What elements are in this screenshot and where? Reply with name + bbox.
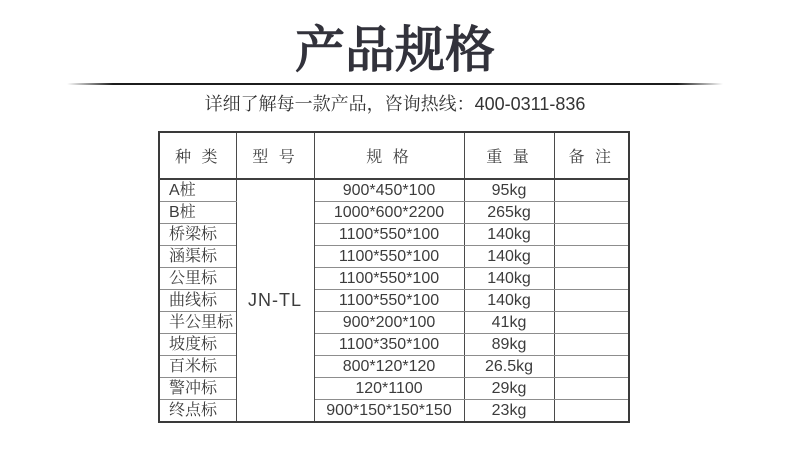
spec-cell: 1000*600*2200 — [314, 202, 464, 224]
table-row — [159, 246, 629, 268]
weight-cell: 89kg — [464, 334, 554, 356]
weight-cell: 140kg — [464, 246, 554, 268]
page-title: 产品规格 — [295, 22, 495, 78]
weight-cell: 140kg — [464, 290, 554, 312]
weight-cell: 140kg — [464, 268, 554, 290]
header-cell-model: 型 号 — [236, 132, 314, 179]
spec-cell: 900*200*100 — [314, 312, 464, 334]
spec-cell: 1100*550*100 — [314, 290, 464, 312]
table-row — [159, 290, 629, 312]
spec-cell: 900*450*100 — [314, 179, 464, 202]
model-cell: JN-TL — [236, 179, 314, 422]
table-row — [159, 378, 629, 400]
weight-cell: 140kg — [464, 224, 554, 246]
weight-cell: 29kg — [464, 378, 554, 400]
spec-cell: 1100*550*100 — [314, 224, 464, 246]
title-divider-line — [67, 83, 723, 85]
spec-cell: 120*1100 — [314, 378, 464, 400]
table-body — [159, 179, 629, 422]
type-cell: A桩 — [159, 179, 236, 202]
table-row — [159, 224, 629, 246]
note-cell — [554, 400, 629, 423]
note-cell — [554, 356, 629, 378]
table-row — [159, 400, 629, 423]
table-row — [159, 268, 629, 290]
type-cell: 曲线标 — [159, 290, 236, 312]
header-cell-spec: 规 格 — [314, 132, 464, 179]
spec-cell: 1100*550*100 — [314, 268, 464, 290]
header-cell-type: 种 类 — [159, 132, 236, 179]
spec-cell: 900*150*150*150 — [314, 400, 464, 423]
note-cell — [554, 378, 629, 400]
type-cell: B桩 — [159, 202, 236, 224]
type-cell: 半公里标 — [159, 312, 236, 334]
page-subtitle-hotline: 详细了解每一款产品，咨询热线：400-0311-836 — [204, 94, 586, 114]
type-cell: 桥梁标 — [159, 224, 236, 246]
spec-cell: 1100*350*100 — [314, 334, 464, 356]
type-cell: 警冲标 — [159, 378, 236, 400]
spec-cell: 1100*550*100 — [314, 246, 464, 268]
type-cell: 百米标 — [159, 356, 236, 378]
weight-cell: 23kg — [464, 400, 554, 423]
weight-cell: 41kg — [464, 312, 554, 334]
note-cell — [554, 246, 629, 268]
note-cell — [554, 224, 629, 246]
note-cell — [554, 268, 629, 290]
table-row — [159, 356, 629, 378]
type-cell: 公里标 — [159, 268, 236, 290]
type-cell: 涵渠标 — [159, 246, 236, 268]
note-cell — [554, 179, 629, 202]
product-spec-table — [158, 131, 630, 423]
note-cell — [554, 334, 629, 356]
table-row — [159, 202, 629, 224]
weight-cell: 26.5kg — [464, 356, 554, 378]
table-row — [159, 334, 629, 356]
spec-cell: 800*120*120 — [314, 356, 464, 378]
header-cell-note: 备 注 — [554, 132, 629, 179]
weight-cell: 265kg — [464, 202, 554, 224]
type-cell: 终点标 — [159, 400, 236, 423]
note-cell — [554, 312, 629, 334]
table-row — [159, 179, 629, 202]
table-header-row — [159, 132, 629, 179]
note-cell — [554, 202, 629, 224]
weight-cell: 95kg — [464, 179, 554, 202]
type-cell: 坡度标 — [159, 334, 236, 356]
note-cell — [554, 290, 629, 312]
table-row — [159, 312, 629, 334]
header-cell-weight: 重 量 — [464, 132, 554, 179]
